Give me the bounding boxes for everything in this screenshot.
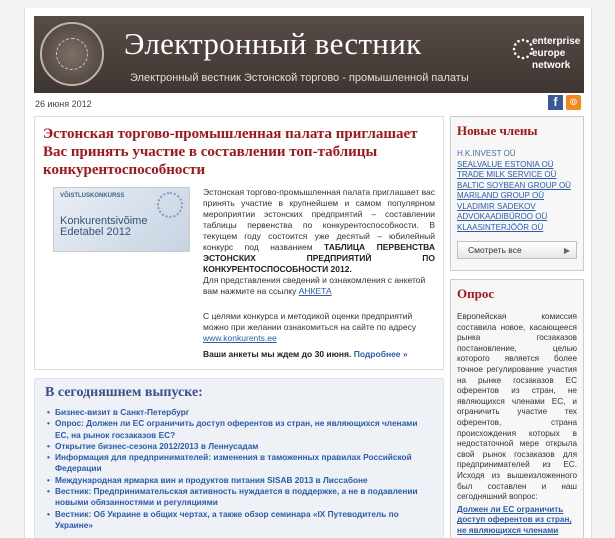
sidebar bbox=[450, 116, 584, 538]
member-link[interactable]: KLAASINTERJÖÖR OÜ bbox=[457, 222, 544, 232]
issue-date: 26 июня 2012 bbox=[35, 99, 92, 109]
lead-article bbox=[34, 116, 444, 370]
member-link[interactable]: TRADE MILK SERVICE OÜ bbox=[457, 170, 557, 179]
main-column bbox=[34, 116, 444, 538]
poll-text: Европейская комиссия составила новое, касающееся рынка госзаказов постановление, целью которого является более точное регулирование участия на рынке госзаказов ЕС оферентов из стран, не являющихся членами ЕС, и ограничить участие тех оферентов, страна происхождения которых в недостаточной мере открыла свой рынок госзаказов для предпринимателей из ЕС. Исходя из вышеизложенного был составлен и наш сегодняшний вопрос: bbox=[457, 312, 577, 502]
article-headline[interactable]: Эстонская торгово-промышленная палата приглашает Вас принять участие в составлении топ-таблицы конкурентоспособности bbox=[43, 126, 418, 178]
newsletter-subtitle: Электронный вестник Эстонской торгово - промышленной палаты bbox=[130, 72, 469, 84]
read-more-link[interactable]: Подробнее » bbox=[353, 349, 408, 359]
arrow-right-icon: ▶ bbox=[563, 245, 570, 255]
eu-stars-icon bbox=[512, 38, 534, 60]
member-link[interactable]: SEALVALUE ESTONIA OÜ bbox=[457, 159, 554, 169]
poll-heading: Опрос bbox=[457, 286, 495, 301]
issue-item[interactable]: • Информация для предпринимателей: изменения в таможенных правилах Российской Федерации bbox=[45, 452, 433, 475]
poll-box bbox=[450, 279, 584, 538]
issue-item[interactable]: • Открытие бизнес-сезона 2012/2013 в Леннусадам bbox=[45, 441, 433, 452]
new-members-heading: Новые члены bbox=[457, 123, 538, 138]
header-banner bbox=[34, 16, 584, 93]
enterprise-europe-network-logo bbox=[508, 26, 581, 86]
social-links bbox=[548, 95, 581, 110]
member-link[interactable]: VLADIMIR SADEKOV bbox=[457, 201, 536, 211]
article-paragraph-1: Эстонская торгово-промышленная палата приглашает вас принять участие в крупнейшем и самом популярном мероприятии эстонских предприятий – составлении таблицы первенства по конкурентоспособности. В текущем году состоится уже десятый – юбилейный конкурс под названием ТАБЛИЦА ПЕРВЕНСТВА ЭСТОНСКИХ ПРЕДПРИЯТИЙ ПО КОНКУРЕНТОСПОСОБНОСТИ 2012. bbox=[203, 187, 435, 274]
een-text: enterprise europe network bbox=[532, 36, 581, 71]
member-link[interactable]: BALTIC SOYBEAN GROUP OÜ bbox=[457, 180, 571, 190]
facebook-icon[interactable]: f bbox=[548, 95, 563, 110]
newsletter-title: Электронный вестник bbox=[124, 26, 422, 61]
article-paragraph-4: Ваши анкеты мы ждем до 30 июня. Подробнее » bbox=[203, 349, 408, 359]
newsletter-frame bbox=[24, 8, 592, 538]
chamber-seal-logo bbox=[40, 22, 104, 86]
new-members-box bbox=[450, 116, 584, 271]
view-all-button[interactable]: Смотреть все ▶ bbox=[457, 241, 577, 259]
issue-heading: В сегодняшнем выпуске: bbox=[45, 385, 203, 400]
issue-item[interactable]: • Международная ярмарка вин и продуктов питания SISAB 2013 в Лиссабоне bbox=[45, 475, 433, 486]
article-paragraph-3: С целями конкурса и методикой оценки предприятий можно при желании ознакомиться на сайте по адресу www.konkurents.ee bbox=[203, 311, 417, 343]
issue-item[interactable]: • Вестник: Об Украине в общих чертах, а также обзор семинара «IX Путеводитель по Украине» bbox=[45, 509, 433, 532]
issue-item[interactable]: • Опрос: Должен ли ЕС ограничить доступ оферентов из стран, не являющихся членами ЕС, на рынок госзаказов ЕС? bbox=[45, 418, 433, 441]
member-link[interactable]: H.K.INVEST OÜ bbox=[457, 149, 516, 158]
issue-item[interactable]: • Бизнес-визит в Санкт-Петербург bbox=[45, 407, 433, 418]
in-this-issue bbox=[34, 378, 444, 538]
member-link[interactable]: ADVOKAADIBÜROO OÜ bbox=[457, 212, 548, 221]
questionnaire-link[interactable]: АНКЕТА bbox=[298, 286, 332, 296]
issue-list bbox=[45, 407, 433, 531]
competitiveness-banner-image[interactable]: VÕISTLUSKONKURSS Konkurentsivõime Edetabel 2012 bbox=[53, 187, 190, 252]
konkurents-link[interactable]: www.konkurents.ee bbox=[203, 333, 277, 343]
ornament-icon bbox=[157, 192, 183, 218]
member-link[interactable]: MARILAND GROUP OÜ bbox=[457, 191, 544, 200]
poll-question-link[interactable]: Должен ли ЕС ограничить доступ оферентов из стран, не являющихся членами bbox=[457, 504, 572, 535]
rss-icon[interactable]: ⊚ bbox=[566, 95, 581, 110]
issue-item[interactable]: • Вестник: Предпринимательская активность нуждается в поддержке, а не в подавлении новыми обязанностями и регуляциями bbox=[45, 486, 433, 509]
article-paragraph-2: Для представления сведений и ознакомления с анкетой вам нажмите на ссылку АНКЕТА bbox=[203, 275, 426, 296]
